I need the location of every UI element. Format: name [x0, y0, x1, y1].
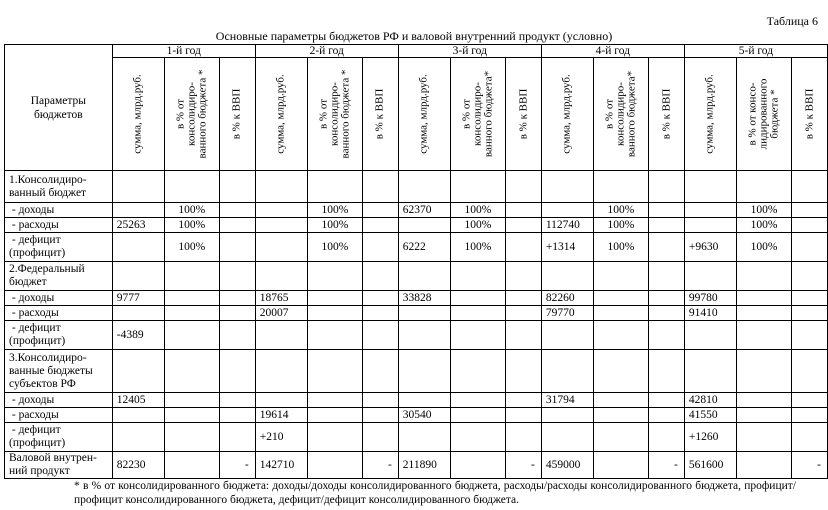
- table-cell: [649, 233, 685, 262]
- table-cell: [593, 350, 649, 393]
- table-cell: [363, 233, 399, 262]
- table-row: [5, 171, 828, 203]
- table-cell: [450, 423, 506, 452]
- table-cell: +1260: [684, 423, 736, 452]
- table-cell: [164, 452, 220, 479]
- table-cell: 100%: [307, 203, 363, 218]
- column-header-text: в % от консо- лидированного бюджета *: [746, 78, 781, 150]
- table-cell: [220, 233, 256, 262]
- table-cell: [220, 408, 256, 423]
- row-label: - дефицит (профицит): [5, 233, 113, 262]
- budget-table: [4, 44, 828, 479]
- table-cell: [792, 171, 828, 203]
- row-label: - расходы: [5, 218, 113, 233]
- table-cell: [112, 408, 164, 423]
- pct-gdp-column-header: [649, 58, 685, 171]
- table-cell: [112, 203, 164, 218]
- table-cell: [398, 218, 450, 233]
- table-number: Таблица 6: [766, 14, 818, 28]
- table-cell: [593, 171, 649, 203]
- table-cell: 9777: [112, 291, 164, 306]
- pct-gdp-column-header: [506, 58, 542, 171]
- table-cell: [220, 218, 256, 233]
- table-cell: [506, 350, 542, 393]
- pct-gdp-column-header: [363, 58, 399, 171]
- table-cell: [792, 262, 828, 291]
- table-cell: 100%: [736, 218, 792, 233]
- table-cell: [736, 306, 792, 321]
- table-cell: [593, 262, 649, 291]
- table-cell: 12405: [112, 393, 164, 408]
- subheader-row: [5, 58, 828, 171]
- table-cell: [541, 203, 593, 218]
- table-cell: [684, 321, 736, 350]
- table-row: [5, 321, 828, 350]
- table-cell: [164, 306, 220, 321]
- table-cell: [506, 291, 542, 306]
- table-cell: [684, 203, 736, 218]
- table-cell: 100%: [593, 203, 649, 218]
- table-cell: [220, 171, 256, 203]
- table-cell: [450, 393, 506, 408]
- table-cell: [363, 262, 399, 291]
- column-header-text: в % к ВВП: [230, 88, 243, 140]
- table-cell: 42810: [684, 393, 736, 408]
- column-header-text: сумма, млрд.руб.: [131, 74, 144, 154]
- table-cell: 100%: [450, 203, 506, 218]
- table-cell: [736, 262, 792, 291]
- table-cell: [307, 171, 363, 203]
- table-cell: [307, 321, 363, 350]
- table-cell: [398, 423, 450, 452]
- table-title: Основные параметры бюджетов РФ и валовой внутренний продукт (условно): [215, 29, 613, 43]
- table-row: [5, 218, 828, 233]
- year-header: 4-й год: [541, 45, 684, 58]
- row-label: - дефицит (профицит): [5, 423, 113, 452]
- table-cell: [220, 306, 256, 321]
- table-cell: 100%: [450, 233, 506, 262]
- column-header-text: в % к ВВП: [517, 88, 529, 140]
- table-cell: [450, 408, 506, 423]
- table-cell: [736, 393, 792, 408]
- table-cell: 100%: [450, 218, 506, 233]
- table-cell: [593, 423, 649, 452]
- year-header: 5-й год: [684, 45, 827, 58]
- column-header-text: в % к ВВП: [373, 88, 386, 140]
- table-cell: 100%: [736, 203, 792, 218]
- table-cell: [649, 321, 685, 350]
- year-header: 2-й год: [255, 45, 398, 58]
- table-cell: 82230: [112, 452, 164, 479]
- table-row: [5, 291, 828, 306]
- table-cell: [593, 452, 649, 479]
- table-cell: [736, 350, 792, 393]
- table-cell: [255, 350, 307, 393]
- table-row: [5, 262, 828, 291]
- table-cell: [506, 171, 542, 203]
- column-header-text: в % от консолидиро- ванного бюджета *: [174, 69, 209, 159]
- table-cell: 100%: [307, 218, 363, 233]
- table-cell: [792, 393, 828, 408]
- table-cell: [112, 233, 164, 262]
- table-cell: [307, 262, 363, 291]
- row-label: 3.Консолидиро- ванные бюджеты субъектов РФ: [5, 350, 113, 393]
- table-cell: 100%: [593, 233, 649, 262]
- table-cell: -4389: [112, 321, 164, 350]
- table-cell: [450, 306, 506, 321]
- table-row: [5, 203, 828, 218]
- table-cell: [398, 350, 450, 393]
- table-row: [5, 393, 828, 408]
- table-row: [5, 350, 828, 393]
- table-cell: [112, 350, 164, 393]
- table-cell: [255, 203, 307, 218]
- table-cell: [792, 423, 828, 452]
- table-cell: 41550: [684, 408, 736, 423]
- table-cell: 18765: [255, 291, 307, 306]
- table-cell: [593, 321, 649, 350]
- table-cell: [736, 321, 792, 350]
- table-cell: [450, 291, 506, 306]
- table-cell: [541, 262, 593, 291]
- pct-consolidated-column-header: [450, 58, 506, 171]
- table-cell: [792, 233, 828, 262]
- table-cell: 100%: [164, 233, 220, 262]
- column-header-text: в % от консолидиро- ванного бюджета*: [460, 70, 495, 158]
- table-cell: [363, 218, 399, 233]
- column-header-text: сумма, млрд.руб.: [703, 74, 716, 154]
- table-cell: [506, 262, 542, 291]
- table-cell: [307, 408, 363, 423]
- table-cell: 561600: [684, 452, 736, 479]
- table-cell: 25263: [112, 218, 164, 233]
- pct-consolidated-column-header: [593, 58, 649, 171]
- table-cell: 19614: [255, 408, 307, 423]
- table-cell: [450, 171, 506, 203]
- table-row: [5, 306, 828, 321]
- table-cell: 100%: [593, 218, 649, 233]
- table-cell: [363, 171, 399, 203]
- column-header-text: в % от консолидиро- ванного бюджета*: [603, 70, 638, 158]
- table-cell: +210: [255, 423, 307, 452]
- table-cell: [593, 408, 649, 423]
- table-cell: [363, 423, 399, 452]
- table-cell: [649, 171, 685, 203]
- table-cell: 99780: [684, 291, 736, 306]
- table-cell: [363, 306, 399, 321]
- table-cell: [649, 408, 685, 423]
- table-cell: [112, 423, 164, 452]
- table-cell: 100%: [164, 203, 220, 218]
- table-cell: [649, 393, 685, 408]
- table-cell: [363, 393, 399, 408]
- sum-column-header: [112, 58, 164, 171]
- table-cell: -: [792, 452, 828, 479]
- pct-consolidated-column-header: [736, 58, 792, 171]
- table-cell: [593, 291, 649, 306]
- table-cell: [792, 350, 828, 393]
- table-cell: [363, 291, 399, 306]
- table-cell: [649, 291, 685, 306]
- table-cell: [164, 321, 220, 350]
- table-cell: [398, 321, 450, 350]
- table-cell: [255, 262, 307, 291]
- table-cell: [649, 423, 685, 452]
- table-cell: [307, 350, 363, 393]
- table-cell: [541, 408, 593, 423]
- sum-column-header: [541, 58, 593, 171]
- table-cell: [506, 203, 542, 218]
- pct-gdp-column-header: [220, 58, 256, 171]
- row-label: - доходы: [5, 393, 113, 408]
- table-cell: [398, 262, 450, 291]
- table-cell: [398, 171, 450, 203]
- table-cell: [220, 393, 256, 408]
- table-cell: [398, 393, 450, 408]
- row-label: - доходы: [5, 291, 113, 306]
- table-cell: [220, 423, 256, 452]
- table-cell: [255, 393, 307, 408]
- column-header-text: сумма, млрд.руб.: [560, 74, 573, 154]
- table-cell: [541, 321, 593, 350]
- table-cell: [649, 350, 685, 393]
- table-cell: [398, 306, 450, 321]
- table-cell: [112, 171, 164, 203]
- table-cell: +9630: [684, 233, 736, 262]
- table-cell: [649, 306, 685, 321]
- table-cell: 6222: [398, 233, 450, 262]
- table-cell: [792, 321, 828, 350]
- table-cell: [363, 408, 399, 423]
- row-label: - расходы: [5, 408, 113, 423]
- table-cell: [307, 393, 363, 408]
- table-cell: -: [506, 452, 542, 479]
- table-cell: [112, 262, 164, 291]
- table-cell: [450, 350, 506, 393]
- table-cell: 33828: [398, 291, 450, 306]
- table-cell: [220, 350, 256, 393]
- column-header-text: сумма, млрд.руб.: [274, 74, 287, 154]
- table-row: [5, 423, 828, 452]
- table-cell: [164, 350, 220, 393]
- table-cell: [649, 262, 685, 291]
- table-cell: [792, 218, 828, 233]
- pct-gdp-column-header: [792, 58, 828, 171]
- table-cell: 112740: [541, 218, 593, 233]
- table-cell: 79770: [541, 306, 593, 321]
- table-cell: [450, 452, 506, 479]
- table-cell: [541, 171, 593, 203]
- table-cell: [541, 350, 593, 393]
- table-cell: [792, 291, 828, 306]
- column-header-text: сумма, млрд.руб.: [417, 74, 430, 154]
- table-cell: [220, 321, 256, 350]
- table-cell: [593, 393, 649, 408]
- footnote: * в % от консолидированного бюджета: доходы/доходы консолидированного бюджета, расходы/расходы консолидированного бюджета, профицит/профицит консолидированного бюджета, дефицит/дефицит консолидированного бюджета.: [74, 480, 796, 506]
- year-header: 3-й год: [398, 45, 541, 58]
- table-cell: [684, 171, 736, 203]
- table-cell: 100%: [736, 233, 792, 262]
- sum-column-header: [255, 58, 307, 171]
- table-row: [5, 233, 828, 262]
- table-cell: [164, 408, 220, 423]
- table-cell: 91410: [684, 306, 736, 321]
- table-cell: [506, 218, 542, 233]
- table-cell: [255, 171, 307, 203]
- table-cell: [736, 408, 792, 423]
- table-cell: 459000: [541, 452, 593, 479]
- table-cell: 31794: [541, 393, 593, 408]
- table-cell: [593, 306, 649, 321]
- table-cell: -: [220, 452, 256, 479]
- table-cell: [649, 218, 685, 233]
- table-cell: [736, 291, 792, 306]
- table-cell: [450, 321, 506, 350]
- table-cell: 30540: [398, 408, 450, 423]
- table-cell: 62370: [398, 203, 450, 218]
- table-cell: [255, 218, 307, 233]
- table-cell: [506, 408, 542, 423]
- column-header-text: в % к ВВП: [803, 88, 816, 140]
- table-cell: [736, 171, 792, 203]
- table-cell: [736, 452, 792, 479]
- table-cell: 20007: [255, 306, 307, 321]
- table-cell: [164, 291, 220, 306]
- table-cell: [792, 408, 828, 423]
- table-cell: -: [649, 452, 685, 479]
- table-cell: 100%: [307, 233, 363, 262]
- table-row: [5, 452, 828, 479]
- sum-column-header: [684, 58, 736, 171]
- table-cell: 100%: [164, 218, 220, 233]
- table-cell: [307, 306, 363, 321]
- row-label: - доходы: [5, 203, 113, 218]
- table-row: [5, 408, 828, 423]
- year-header: 1-й год: [112, 45, 255, 58]
- pct-consolidated-column-header: [164, 58, 220, 171]
- table-cell: 82260: [541, 291, 593, 306]
- row-label: 1.Консолидиро- ванный бюджет: [5, 171, 113, 203]
- table-cell: [649, 203, 685, 218]
- year-header-row: [5, 45, 828, 58]
- table-cell: [792, 306, 828, 321]
- row-label: - дефицит (профицит): [5, 321, 113, 350]
- table-cell: [307, 423, 363, 452]
- sum-column-header: [398, 58, 450, 171]
- table-cell: [255, 233, 307, 262]
- table-body: [5, 171, 828, 479]
- table-cell: [684, 218, 736, 233]
- table-cell: [363, 321, 399, 350]
- column-header-text: в % к ВВП: [660, 88, 673, 140]
- table-cell: [792, 203, 828, 218]
- table-cell: [220, 291, 256, 306]
- table-cell: [541, 423, 593, 452]
- table-cell: [506, 233, 542, 262]
- table-cell: [164, 393, 220, 408]
- table-cell: [164, 262, 220, 291]
- table-cell: [112, 306, 164, 321]
- table-cell: [684, 350, 736, 393]
- param-header: Параметры бюджетов: [5, 45, 113, 171]
- table-cell: [506, 321, 542, 350]
- table-cell: +1314: [541, 233, 593, 262]
- table-cell: [506, 423, 542, 452]
- row-label: Валовой внутрен- ний продукт: [5, 452, 113, 479]
- table-cell: [506, 306, 542, 321]
- row-label: 2.Федеральный бюджет: [5, 262, 113, 291]
- pct-consolidated-column-header: [307, 58, 363, 171]
- table-cell: [307, 291, 363, 306]
- table-cell: [220, 262, 256, 291]
- table-cell: [164, 171, 220, 203]
- table-cell: [220, 203, 256, 218]
- table-cell: [450, 262, 506, 291]
- table-cell: [363, 350, 399, 393]
- column-header-text: в % от консолидиро- ванного бюджета *: [317, 69, 352, 159]
- table-cell: [684, 262, 736, 291]
- table-cell: [363, 203, 399, 218]
- row-label: - расходы: [5, 306, 113, 321]
- table-cell: [164, 423, 220, 452]
- table-cell: [736, 423, 792, 452]
- table-cell: [255, 321, 307, 350]
- table-cell: 142710: [255, 452, 307, 479]
- table-cell: [506, 393, 542, 408]
- table-cell: 211890: [398, 452, 450, 479]
- table-cell: -: [363, 452, 399, 479]
- table-cell: [307, 452, 363, 479]
